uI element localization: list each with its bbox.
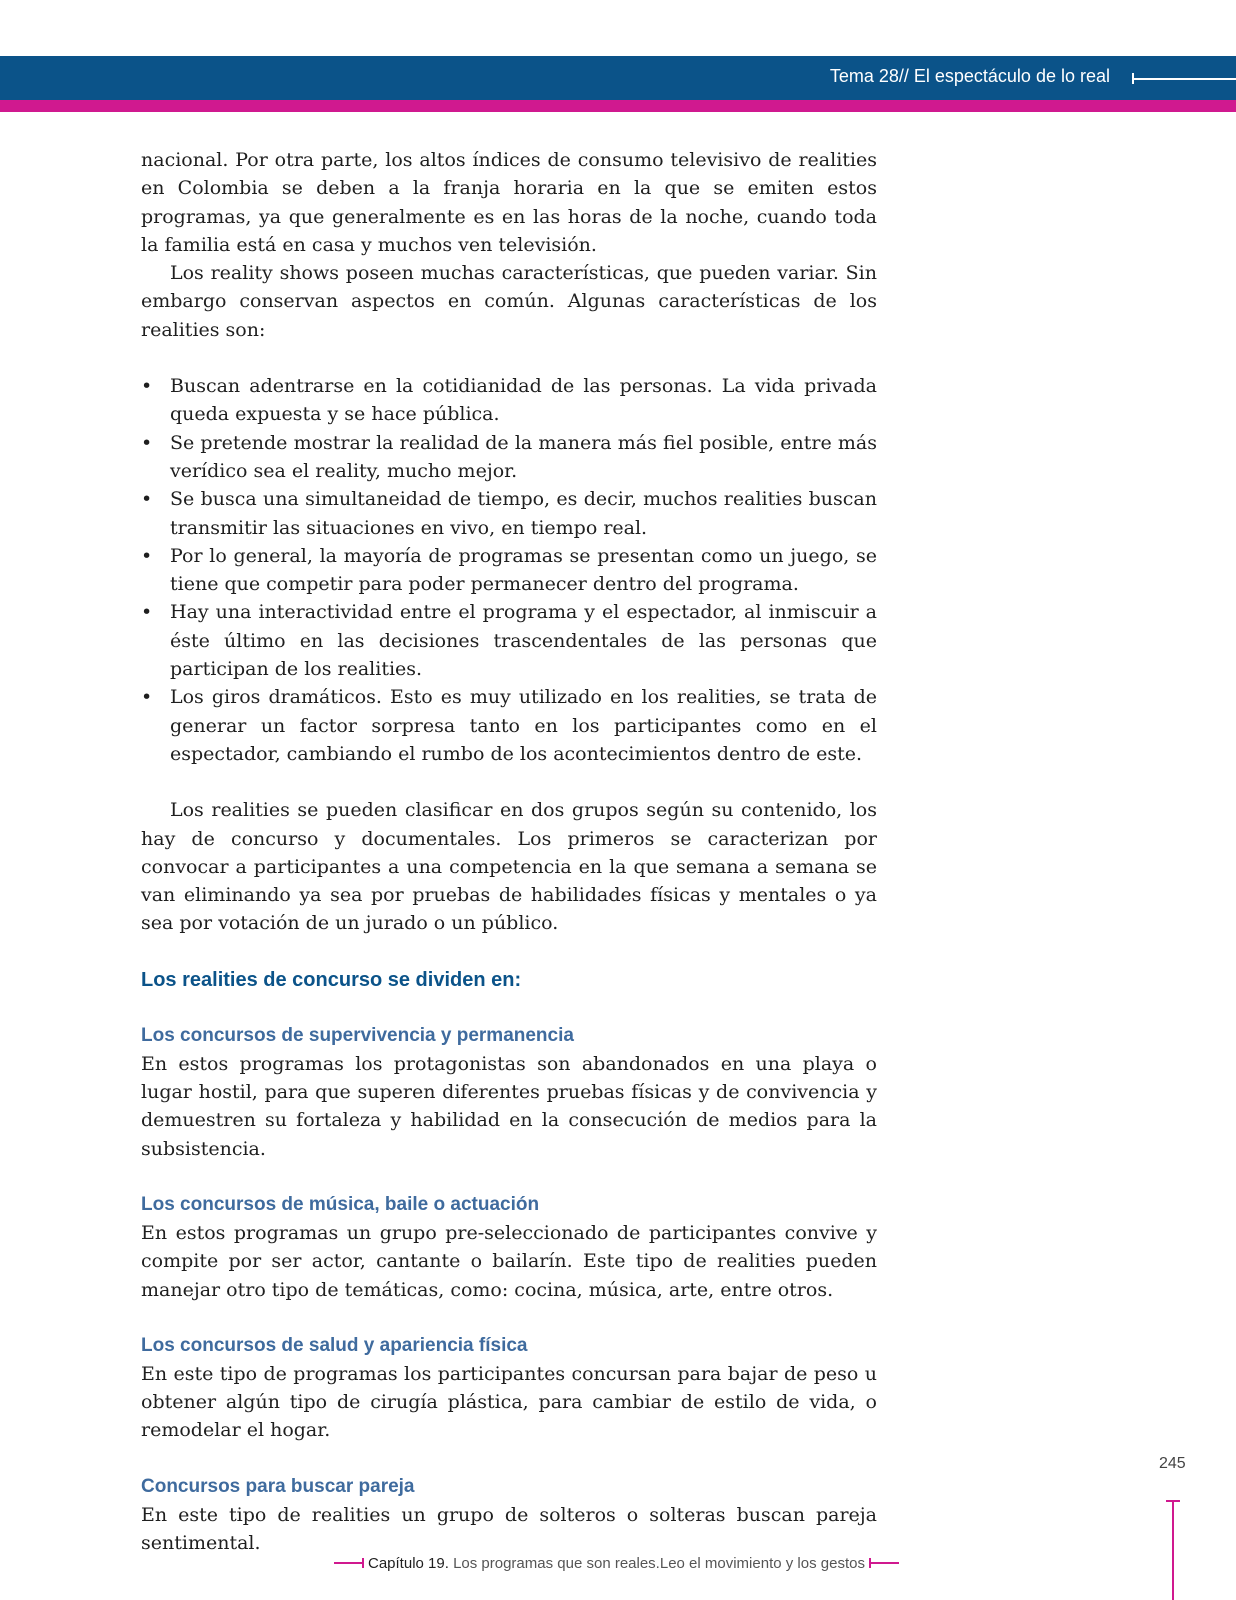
list-item-text: Se busca una simultaneidad de tiempo, es decir, muchos realities buscan transmitir las situaciones en vivo, en tiempo real. bbox=[170, 488, 877, 539]
margin-rule bbox=[1172, 1502, 1174, 1600]
footer-chapter-title: Los programas que son reales.Leo el movimiento y los gestos bbox=[453, 1554, 865, 1572]
list-item-text: Por lo general, la mayoría de programas se presentan como un juego, se tiene que competir para poder permanecer dentro del programa. bbox=[170, 544, 877, 596]
header-accent-stripe bbox=[0, 100, 1236, 112]
spacer bbox=[141, 344, 877, 372]
list-item bbox=[141, 542, 877, 599]
footer-chapter-label: Capítulo 19. bbox=[368, 1554, 449, 1572]
spacer bbox=[141, 768, 877, 796]
subsection-text-survival: En estos programas los protagonistas son abandonados en una playa o lugar hostil, para que superen diferentes pruebas físicas y de convivencia y demuestren su fortaleza y habilidad en la consecución de medios para la subsistencia. bbox=[141, 1052, 877, 1160]
spacer bbox=[141, 938, 877, 966]
spacer bbox=[141, 1445, 877, 1473]
characteristics-paragraph: Los reality shows poseen muchas características, que pueden variar. Sin embargo conservan aspectos en común. Algunas características de los realities son: bbox=[141, 262, 877, 341]
list-item bbox=[141, 372, 877, 429]
spacer bbox=[141, 994, 877, 1022]
subsection-text-dating: En este tipo de realities un grupo de solteros o solteras buscan pareja sentimental. bbox=[141, 1503, 877, 1554]
bullet-icon: • bbox=[141, 601, 153, 624]
spacer bbox=[141, 1304, 877, 1332]
classification-paragraph: Los realities se pueden clasificar en dos grupos según su contenido, los hay de concurso y documentales. Los primeros se caracterizan por convocar a participantes a una competencia en la que semana a semana se van eliminando ya sea por pruebas de habilidades físicas y mentales o ya sea por votación de un jurado o un público. bbox=[141, 799, 877, 935]
list-item bbox=[141, 485, 877, 542]
header-rule bbox=[1132, 78, 1236, 80]
subsection-text-music: En estos programas un grupo pre-seleccionado de participantes convive y compite por ser actor, cantante o bailarín. Este tipo de realities pueden manejar otro tipo de temáticas, como: cocina, música, arte, entre otros. bbox=[141, 1221, 877, 1301]
spacer bbox=[141, 1163, 877, 1191]
bullet-icon: • bbox=[141, 431, 153, 454]
page-number: 245 bbox=[1159, 1455, 1186, 1472]
subsection-heading-dating: Concursos para buscar pareja bbox=[141, 1475, 415, 1497]
list-item-text: Hay una interactividad entre el programa y el espectador, al inmiscuir a éste último en las decisiones trascendentales de las personas que participan de los realities. bbox=[170, 601, 877, 681]
list-item bbox=[141, 683, 877, 768]
footer-rule-right bbox=[869, 1562, 899, 1564]
bullet-icon: • bbox=[141, 375, 153, 398]
subsection-heading-health: Los concursos de salud y apariencia física bbox=[141, 1334, 528, 1356]
running-header-title: Tema 28// El espectáculo de lo real bbox=[829, 66, 1110, 86]
subsection-text-health: En este tipo de programas los participantes concursan para bajar de peso u obtener algún tipo de cirugía plástica, para cambiar de estilo de vida, o remodelar el hogar. bbox=[141, 1362, 877, 1442]
subsection-heading-music: Los concursos de música, baile o actuación bbox=[141, 1193, 540, 1215]
list-item-text: Los giros dramáticos. Esto es muy utilizado en los realities, se trata de generar un factor sorpresa tanto en los participantes como en el espectador, cambiando el rumbo de los acontecimientos dentro de este. bbox=[170, 686, 877, 765]
list-item-text: Se pretende mostrar la realidad de la manera más fiel posible, entre más verídico sea el reality, mucho mejor. bbox=[170, 431, 877, 482]
bullet-icon: • bbox=[141, 488, 153, 511]
intro-paragraph: nacional. Por otra parte, los altos índices de consumo televisivo de realities en Colombia se deben a la franja horaria en la que se emiten estos programas, ya que generalmente es en las horas de la noche, cuando toda la familia está en casa y muchos ven televisión. bbox=[141, 149, 877, 256]
footer-rule-left bbox=[334, 1562, 364, 1564]
page-body bbox=[141, 146, 877, 1557]
bullet-icon: • bbox=[141, 686, 153, 709]
section-heading: Los realities de concurso se dividen en: bbox=[141, 968, 522, 991]
list-item bbox=[141, 429, 877, 486]
running-footer bbox=[334, 1551, 938, 1575]
list-item-text: Buscan adentrarse en la cotidianidad de las personas. La vida privada queda expuesta y se hace pública. bbox=[170, 375, 877, 426]
characteristics-list bbox=[141, 372, 877, 768]
list-item bbox=[141, 598, 877, 683]
bullet-icon: • bbox=[141, 544, 153, 567]
subsection-heading-survival: Los concursos de supervivencia y permanencia bbox=[141, 1024, 574, 1046]
